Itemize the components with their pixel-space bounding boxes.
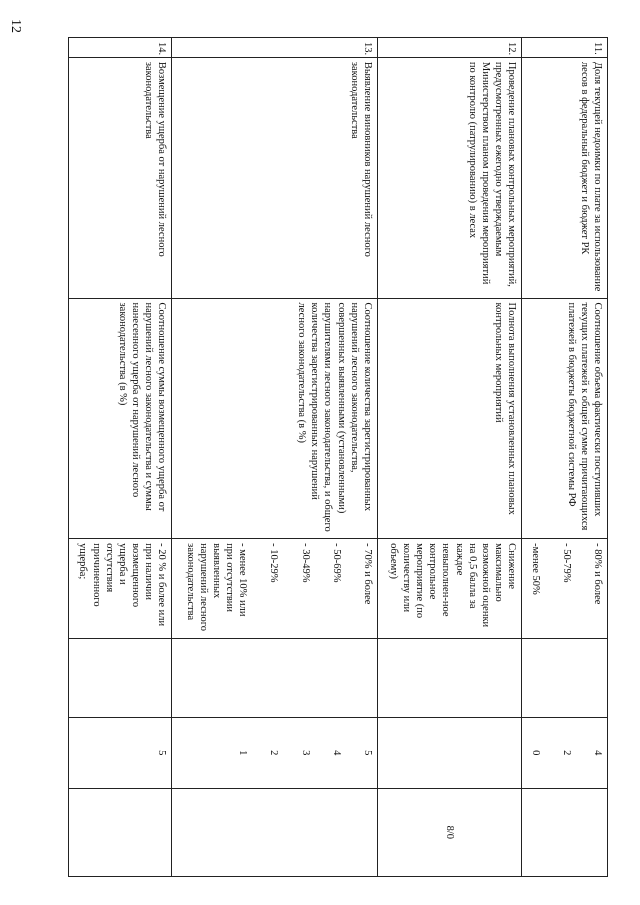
- empty-cell: [172, 638, 378, 717]
- value-line: - 50-69%: [330, 543, 342, 583]
- value-line: - менее 10% или при отсутствии выявленных нарушений лесного законодательства: [184, 543, 249, 632]
- criterion-indicator: Полнота выполнения установленных плановых контрольных мероприятий: [377, 298, 521, 539]
- criterion-name: Выявление виновников нарушений лесного законодательства: [172, 57, 378, 298]
- criteria-table: [68, 37, 608, 877]
- table-row: [69, 38, 172, 877]
- empty-cell: [69, 788, 172, 876]
- criterion-indicator: Соотношение объема фактически поступивших текущих платежей к общей сумме причитающихся платежей в бюджеты бюджетной системы РФ: [522, 298, 608, 539]
- row-number: 13.: [172, 38, 378, 58]
- value-line: - 50-79%: [560, 543, 572, 583]
- value-line: - 10-29%: [268, 543, 280, 583]
- criterion-indicator: Соотношение количества зарегистрированных нарушений лесного законодательства, совершенных выявленными (установленными) нарушителями лесного законодательства, и общего количества зарегистрированных нарушений лесного законодательства (в %): [172, 298, 378, 539]
- empty-cell: [377, 638, 521, 717]
- score-line: 4: [592, 750, 603, 756]
- table-row: [172, 38, 378, 877]
- empty-cell: [522, 638, 608, 717]
- value-line: Снижение максимально возможной оценки на 0,5 балла за каждое невыполнен-ное контрольное мероприятие (по количеству или объему): [387, 543, 518, 628]
- criterion-name: Возмещение ущерба от нарушений лесного законодательства: [69, 57, 172, 298]
- criterion-values: [172, 539, 378, 638]
- criterion-values: [69, 539, 172, 638]
- empty-cell: [522, 788, 608, 876]
- score-line: 1: [237, 750, 249, 756]
- criterion-scores: [69, 717, 172, 788]
- empty-cell: [172, 788, 378, 876]
- total-value: 8/0: [444, 825, 456, 840]
- score-line: 5: [156, 750, 168, 756]
- score-line: 0: [529, 750, 541, 756]
- page-number: 12: [8, 19, 23, 33]
- criterion-name: Доля текущей недоимки по плате за использование лесов в федеральный бюджет и бюджет РК: [522, 57, 608, 298]
- criterion-indicator: Соотношение суммы возмещенного ущерба от нарушений лесного законодательства и суммы нанесенного ущерба от нарушений лесного законодательства (в %): [69, 298, 172, 539]
- score-line: 5: [361, 750, 373, 756]
- value-line: -менее 50%: [529, 543, 541, 595]
- criterion-values: [522, 539, 608, 638]
- row-number: 14.: [69, 38, 172, 58]
- score-line: 2: [268, 750, 280, 756]
- table-row: [522, 38, 608, 877]
- value-line: - 30-49%: [299, 543, 311, 583]
- criterion-scores: [522, 717, 608, 788]
- score-line: 2: [560, 750, 572, 756]
- row-number: 12.: [377, 38, 521, 58]
- value-line: - 70% и более: [361, 543, 373, 605]
- table-row: [377, 38, 521, 877]
- row-number: 11.: [522, 38, 608, 58]
- score-line: 3: [299, 750, 311, 756]
- empty-cell: [377, 717, 521, 788]
- value-line: - 80% и более: [592, 543, 603, 605]
- empty-cell: [69, 638, 172, 717]
- criterion-name: Проведение плановых контрольных мероприятий, предусмотренных ежегодно утверждаемым Министерством планом проведения мероприятий по контролю (патрулированию) в лесах: [377, 57, 521, 298]
- criterion-scores: [172, 717, 378, 788]
- value-line: - 20 % и более или при наличии возмещенного ущерба и отсутствия причиненного ущерба;: [77, 543, 168, 627]
- rotated-page: [68, 37, 608, 877]
- score-line: 4: [330, 750, 342, 756]
- criterion-values: [377, 539, 521, 638]
- criterion-total: [377, 788, 521, 876]
